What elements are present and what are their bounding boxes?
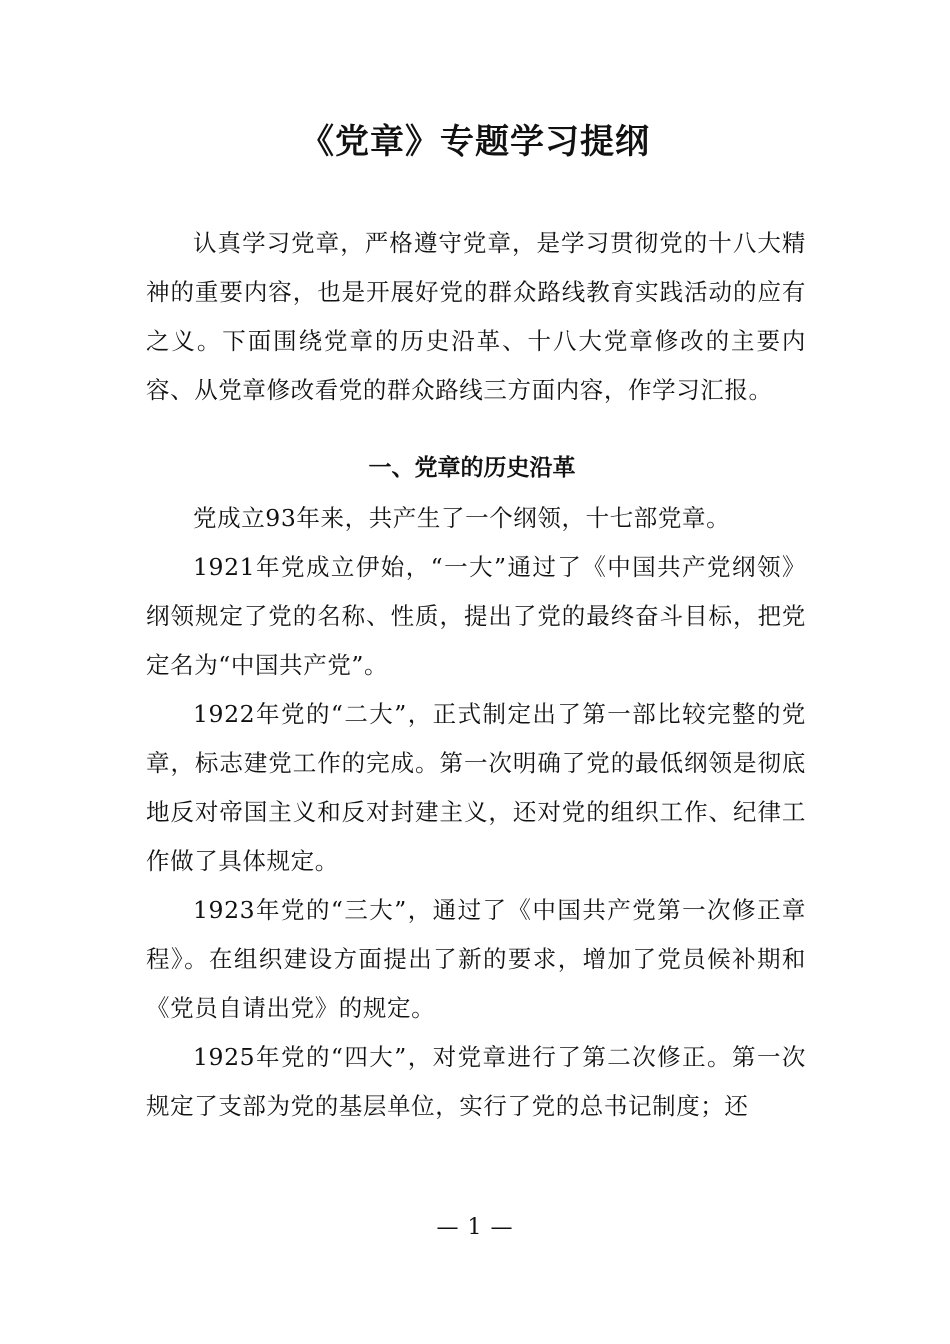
- paragraph-overview: 党成立93年来，共产生了一个纲领，十七部党章。: [193, 504, 731, 532]
- paragraph-1922: 1922年党的“二大”，正式制定出了第一部比较完整的党章，标志建党工作的完成。第一次明确了党的最低纲领是彻底地反对帝国主义和反对封建主义，还对党的组织工作、纪律工作做了具体规定。: [146, 700, 806, 875]
- document-title: 《党章》专题学习提纲: [300, 122, 650, 162]
- section-heading-history: 一、党章的历史沿革: [368, 455, 576, 481]
- paragraph-1923: 1923年党的“三大”，通过了《中国共产党第一次修正章程》。在组织建设方面提出了新的要求，增加了党员候补期和《党员自请出党》的规定。: [146, 896, 806, 1022]
- page-number: — 1 —: [436, 1215, 514, 1240]
- document-body: [146, 219, 806, 1131]
- intro-paragraph: 认真学习党章，严格遵守党章，是学习贯彻党的十八大精神的重要内容，也是开展好党的群众路线教育实践活动的应有之义。下面围绕党章的历史沿革、十八大党章修改的主要内容、从党章修改看党的群众路线三方面内容，作学习汇报。: [146, 229, 806, 404]
- paragraph-1921: 1921年党成立伊始，“一大”通过了《中国共产党纲领》纲领规定了党的名称、性质，提出了党的最终奋斗目标，把党定名为“中国共产党”。: [146, 553, 806, 679]
- paragraph-1925: 1925年党的“四大”，对党章进行了第二次修正。第一次规定了支部为党的基层单位，实行了党的总书记制度；还: [146, 1043, 806, 1120]
